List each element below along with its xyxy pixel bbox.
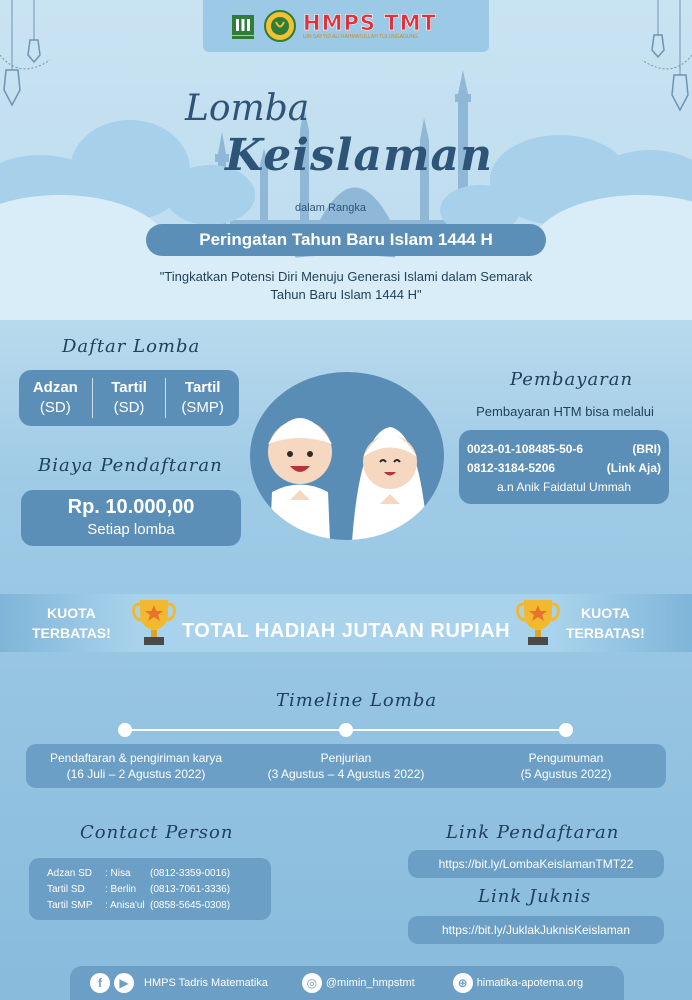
payment-number: 0023-01-108485-50-6 bbox=[467, 442, 584, 456]
payment-number: 0812-3184-5206 bbox=[467, 461, 556, 475]
daftar-item bbox=[165, 378, 239, 418]
daftar-item-name: Tartil bbox=[184, 379, 221, 396]
timeline-step-label: Pengumuman bbox=[528, 751, 604, 765]
brand-subtitle: UIN SAYYID ALI RAHMATULLAH TULUNGAGUNG bbox=[303, 34, 419, 40]
timeline-step bbox=[250, 750, 442, 782]
pembayaran-heading: Pembayaran bbox=[510, 369, 634, 390]
daftar-item-level: (SMP) bbox=[181, 399, 224, 416]
motto-line-1: "Tingkatkan Potensi Diri Menuju Generasi Islami dalam Semarak bbox=[159, 269, 533, 284]
footer-bar bbox=[70, 966, 624, 1000]
contact-phone[interactable]: (0812-3359-0016) bbox=[150, 868, 231, 879]
daftar-item-level: (SD) bbox=[113, 399, 145, 416]
payment-row bbox=[467, 440, 661, 459]
pembayaran-box bbox=[459, 430, 669, 504]
timeline-step bbox=[468, 750, 664, 782]
footer-website[interactable] bbox=[453, 973, 583, 993]
total-hadiah-text: TOTAL HADIAH JUTAAN RUPIAH bbox=[181, 620, 511, 642]
instagram-icon: ◎ bbox=[302, 973, 322, 993]
motto-line-2: Tahun Baru Islam 1444 H" bbox=[270, 287, 422, 302]
timeline-dot bbox=[559, 723, 573, 737]
daftar-item bbox=[92, 378, 166, 418]
payment-owner: a.n Anik Faidatul Ummah bbox=[496, 480, 632, 494]
contact-row bbox=[47, 898, 261, 914]
university-logo-icon bbox=[229, 11, 257, 41]
payment-bank: (BRI) bbox=[632, 442, 661, 456]
timeline-step-date: (16 Juli – 2 Agustus 2022) bbox=[66, 767, 206, 781]
daftar-item bbox=[19, 378, 92, 418]
title-lomba: Lomba bbox=[185, 88, 310, 129]
contact-role: Tartil SMP bbox=[47, 900, 93, 911]
praying-children-icon bbox=[250, 372, 444, 540]
kuota-line-1: KUOTA bbox=[581, 605, 630, 621]
facebook-icon: f bbox=[90, 973, 110, 993]
kuota-line-1: KUOTA bbox=[47, 605, 96, 621]
contact-phone[interactable]: (0813-7061-3336) bbox=[150, 884, 231, 895]
contact-box bbox=[29, 858, 271, 920]
contact-name: : Anisa'ul bbox=[105, 900, 145, 911]
pembayaran-text: Pembayaran HTM bisa melalui bbox=[476, 404, 654, 419]
link-pendaftaran-heading: Link Pendaftaran bbox=[446, 822, 620, 843]
hmps-circle-logo-icon bbox=[263, 9, 297, 43]
footer-website-label: himatika-apotema.org bbox=[476, 977, 584, 989]
daftar-item-level: (SD) bbox=[39, 399, 71, 416]
timeline-dot bbox=[118, 723, 132, 737]
event-pill: Peringatan Tahun Baru Islam 1444 H bbox=[146, 224, 546, 256]
footer-instagram[interactable] bbox=[302, 973, 415, 993]
title-keislaman: Keislaman bbox=[225, 130, 494, 181]
timeline-dot bbox=[339, 723, 353, 737]
dalam-rangka-text: dalam Rangka bbox=[295, 202, 366, 214]
timeline-step-date: (5 Agustus 2022) bbox=[520, 767, 612, 781]
biaya-box bbox=[21, 490, 241, 546]
timeline-step-label: Pendaftaran & pengiriman karya bbox=[49, 751, 223, 765]
globe-icon: ⊕ bbox=[453, 973, 473, 993]
timeline-heading: Timeline Lomba bbox=[276, 690, 438, 711]
contact-heading: Contact Person bbox=[80, 822, 234, 843]
link-juknis[interactable]: https://bit.ly/JuklakJuknisKeislaman bbox=[408, 916, 664, 944]
contact-phone[interactable]: (0858-5645-0308) bbox=[150, 900, 231, 911]
youtube-icon: ▶ bbox=[114, 973, 134, 993]
daftar-item-name: Adzan bbox=[32, 379, 78, 396]
link-pendaftaran[interactable]: https://bit.ly/LombaKeislamanTMT22 bbox=[408, 850, 664, 878]
biaya-sub: Setiap lomba bbox=[87, 521, 175, 538]
contact-role: Tartil SD bbox=[47, 884, 85, 895]
kuota-line-2: TERBATAS! bbox=[32, 625, 111, 641]
header-logo-badge bbox=[203, 0, 489, 52]
motto-text bbox=[96, 268, 596, 304]
timeline-step-label: Penjurian bbox=[320, 751, 372, 765]
payment-row bbox=[467, 459, 661, 478]
footer-instagram-label: @mimin_hmpstmt bbox=[325, 977, 415, 989]
daftar-lomba-box bbox=[19, 370, 239, 426]
daftar-item-name: Tartil bbox=[111, 379, 147, 396]
biaya-heading: Biaya Pendaftaran bbox=[38, 455, 223, 476]
footer-facebook-youtube[interactable] bbox=[90, 973, 268, 993]
kuota-line-2: TERBATAS! bbox=[566, 625, 645, 641]
timeline-step bbox=[26, 750, 246, 782]
link-juknis-heading: Link Juknis bbox=[478, 886, 592, 907]
timeline-step-date: (3 Agustus – 4 Agustus 2022) bbox=[267, 767, 425, 781]
contact-row bbox=[47, 866, 261, 882]
contact-row bbox=[47, 882, 261, 898]
payment-bank: (Link Aja) bbox=[606, 461, 661, 475]
daftar-lomba-heading: Daftar Lomba bbox=[62, 336, 201, 357]
contact-name: : Nisa bbox=[105, 868, 131, 879]
contact-name: : Berlin bbox=[105, 884, 137, 895]
kids-illustration bbox=[250, 372, 444, 540]
footer-facebook-label: HMPS Tadris Matematika bbox=[144, 977, 268, 989]
biaya-amount: Rp. 10.000,00 bbox=[67, 496, 195, 518]
brand-name: HMPS TMT bbox=[303, 11, 437, 35]
contact-role: Adzan SD bbox=[47, 868, 93, 879]
